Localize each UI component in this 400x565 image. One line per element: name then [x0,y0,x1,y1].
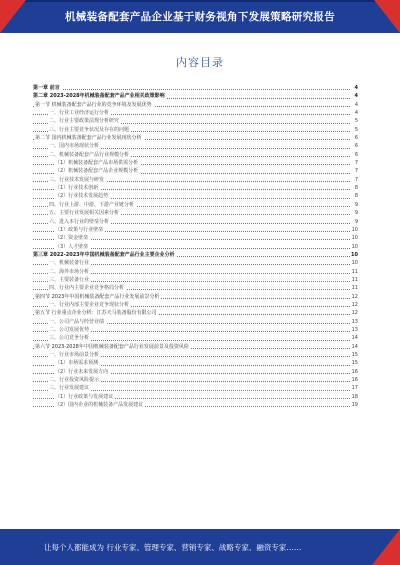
toc-entry[interactable] [33,84,358,92]
toc-leader-dots [33,89,350,90]
toc-entry-title: 第二节 国内机械装备配套产品行业发展现状分析 [35,135,142,142]
toc-entry[interactable] [33,351,358,359]
toc-entry[interactable] [33,251,358,259]
toc-entry[interactable] [33,142,358,150]
toc-entry-title: 一、行业市场前景分析 [49,352,100,358]
toc-entry[interactable] [33,259,358,267]
toc-entry-page: 14 [351,343,358,350]
toc-entry-page: 4 [350,101,358,109]
toc-entry-title: 二、行业主要政策法规分析研究 [49,118,120,125]
toc-entry-title: 第六节 2023-2028年中国机械装备配套产品行业发展前景及投资风险 [35,343,189,350]
toc-entry-title: 五、主要行业发展相关因素分析 [49,210,120,217]
toc-entry[interactable] [33,343,358,351]
toc-entry-page: 11 [351,268,358,275]
toc-entry[interactable] [33,226,358,234]
footer-red-triangle [372,529,400,565]
toc-entry-title: 第一章 前言 [33,85,60,91]
toc-entry-page: 10 [351,251,358,258]
toc-entry-title: 四、行业上游、中游、下游产业链分析 [49,201,135,208]
toc-entry[interactable] [33,309,358,317]
toc-entry[interactable] [33,234,358,242]
toc-entry-page: 5 [350,117,358,125]
toc-entry[interactable] [33,334,358,342]
toc-entry[interactable] [33,126,358,134]
toc-entry-page: 13 [351,326,358,333]
toc-entry[interactable] [33,268,358,276]
toc-entry-title: 一、行业工业经济运行分析 [49,110,110,117]
toc-entry-title: 二、行业投资风险提示 [49,377,100,384]
header-top-stripe [0,0,400,2]
toc-entry-page: 16 [351,368,358,375]
toc-entry-title: 四、行业内主要企业竞争格局分析 [49,285,125,292]
toc-entry-title: 三、公司竞争分析 [49,335,90,342]
toc-entry-page: 13 [351,318,358,325]
toc-entry[interactable] [33,109,358,117]
toc-entry-page: 6 [350,151,358,159]
toc-entry-title: （2）国内企业的机械装备产品发展建议 [55,402,144,409]
toc-entry-page: 18 [351,393,358,400]
footer-slogan: 让每个人都能成为 行业专家、管理专家、营销专家、战略专家、融资专家…… [44,543,302,552]
toc-entry-page: 9 [350,218,358,226]
toc-entry-page: 10 [351,260,358,267]
toc-entry-page: 15 [351,352,358,358]
toc-entry-title: 第五节 行业重点企业分析：江苏天马装备股份有限公司 [35,310,157,317]
toc-entry-page: 6 [350,142,358,150]
toc-entry-page: 12 [351,293,358,300]
toc-entry[interactable] [33,301,358,309]
toc-entry-title: （3）人才壁垒 [55,243,89,250]
toc-entry-page: 10 [351,243,358,250]
toc-entry-title: 一、行业内部主要企业竞争现状分析 [49,301,130,308]
toc-entry-page: 4 [350,84,358,92]
toc-entry-title: （1）机械装备配套产品市场供需分析 [55,160,139,167]
toc-entry-title: （2）行业未来发展方向 [55,368,109,375]
toc-entry[interactable] [33,209,358,217]
toc-entry-page: 9 [350,201,358,209]
toc-entry-title: 第四节 2023年中国机械装备配套产品行业发展前景分析 [35,293,160,300]
toc-entry[interactable] [33,326,358,334]
toc-entry[interactable] [33,101,358,109]
toc-entry-title: （2）资金壁垒 [55,235,89,242]
toc-entry[interactable] [33,151,358,159]
toc-entry-title: 三、行业发展建议 [49,385,90,392]
toc-entry-page: 10 [351,235,358,242]
toc-entry-page: 17 [351,385,358,392]
toc-entry-page: 8 [350,184,358,192]
toc-entry[interactable] [33,384,358,392]
toc-entry[interactable] [33,134,358,142]
toc-entry[interactable] [33,243,358,251]
toc-entry-page: 6 [350,134,358,142]
toc-entry-title: 二、机械装备配套产品行业规模分析 [49,151,130,158]
toc-entry-page: 4 [350,109,358,117]
toc-entry-page: 8 [350,192,358,200]
toc-entry[interactable] [33,318,358,326]
toc-entry-title: （1）政策与行业壁垒 [55,226,104,233]
toc-entry-title: 一、国内市场现状分析 [49,143,100,150]
toc-heading: 内容目录 [176,56,224,69]
toc-entry-page: 9 [350,209,358,217]
toc-entry-page: 10 [351,226,358,233]
toc-entry-page: 12 [351,310,358,317]
toc-entry-title: 三、主要装备行业 [49,276,90,283]
table-of-contents [33,84,358,409]
toc-entry-title: （2）行业技术发展趋势 [55,193,109,200]
toc-entry[interactable] [33,276,358,284]
toc-entry-title: （1）行业技术创新 [55,185,99,192]
toc-entry[interactable] [33,117,358,125]
toc-entry-page: 19 [351,402,358,409]
toc-entry-title: （1）市场需求预测 [55,360,99,367]
toc-entry-page: 11 [351,276,358,283]
toc-entry[interactable] [33,92,358,100]
toc-entry[interactable] [33,192,358,200]
toc-entry[interactable] [33,284,358,292]
toc-entry-page: 7 [350,159,358,167]
toc-entry[interactable] [33,376,358,384]
toc-entry[interactable] [33,201,358,209]
toc-entry-title: （2）机械装备配套产品企业规模分析 [55,168,139,175]
toc-entry-title: 一、机械装备行业 [49,260,90,267]
toc-entry[interactable] [33,218,358,226]
toc-entry-page: 4 [350,92,358,100]
toc-entry-title: 一、公司产品与经营业绩 [49,318,105,325]
toc-entry[interactable] [33,176,358,184]
toc-entry-page: 12 [351,301,358,308]
report-title: 机械装备配套产品企业基于财务视角下发展策略研究报告 [65,11,335,23]
toc-entry-title: 三、行业主要竞争状况及存在的问题 [49,126,130,133]
toc-entry-page: 7 [350,176,358,184]
toc-entry-page: 14 [351,335,358,342]
toc-entry-title: 第三章 2022-2023年中国机械装备配套产品行业主要企业分析 [33,251,175,258]
toc-entry-title: 第二章 2023-2028年机械装备配套产品产业相关政策影响 [33,93,165,100]
toc-entry[interactable] [33,368,358,376]
toc-entry-title: 三、行业技术发展与研发 [49,176,105,183]
toc-entry[interactable] [33,167,358,175]
toc-entry-page: 15 [351,360,358,367]
toc-entry[interactable] [33,401,358,409]
toc-entry-page: 7 [350,167,358,175]
toc-entry[interactable] [33,393,358,401]
report-footer [0,529,400,565]
toc-entry-title: 六、进入本行业的壁垒分析 [49,218,110,225]
toc-entry[interactable] [33,293,358,301]
toc-entry[interactable] [33,359,358,367]
toc-entry[interactable] [33,159,358,167]
toc-entry[interactable] [33,184,358,192]
toc-entry-page: 16 [351,377,358,384]
toc-entry-title: 二、海外市场分析 [49,268,90,275]
toc-entry-title: 第一节 机械装备配套产品行业的竞争环境及发展优势 [35,101,152,108]
toc-entry-title: （1）行业政策与发展建议 [55,393,114,400]
toc-entry-page: 5 [350,126,358,134]
toc-entry-page: 11 [351,285,358,292]
report-header [0,0,400,33]
toc-entry-title: 二、公司发展优势 [49,326,90,333]
